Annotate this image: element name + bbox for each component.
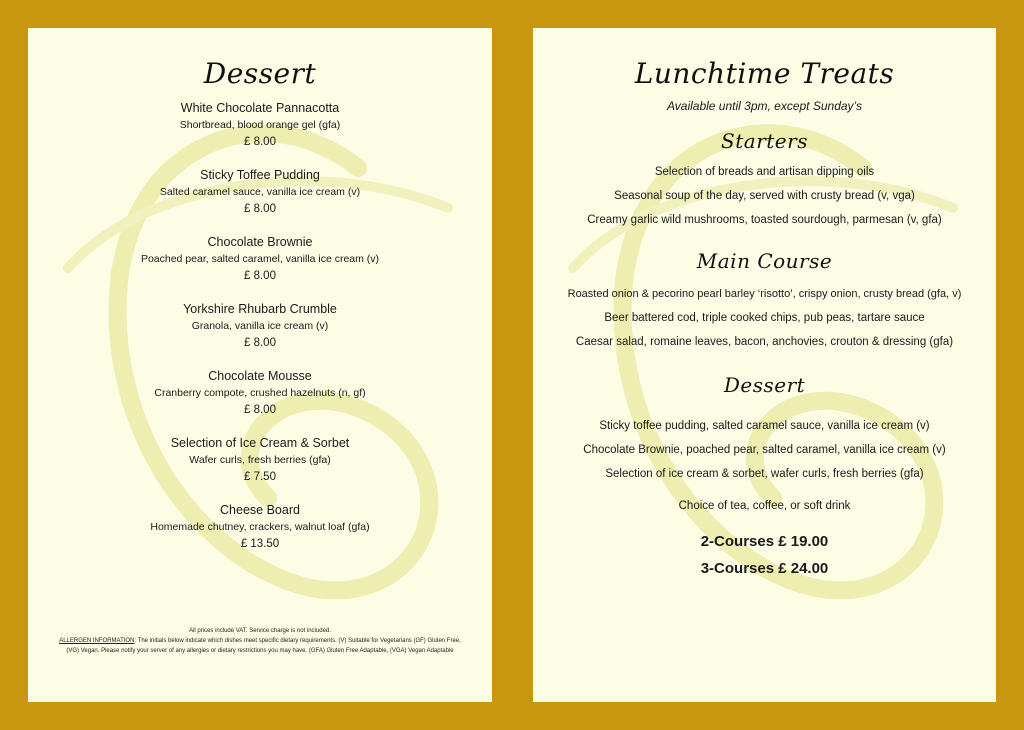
dish-name: White Chocolate Pannacotta <box>180 101 340 115</box>
starter-item: Selection of breads and artisan dipping oils <box>654 166 875 178</box>
dessert-item <box>28 234 492 285</box>
dessert-item <box>28 301 492 352</box>
allergen-text: : The initials below indicate which dishes meet specific dietary requirements. (V) Suitable for Vegetarians (GF) Gluten Free, <box>134 638 461 644</box>
dessert-item <box>28 435 492 486</box>
two-course-price: 2-Courses £ 19.00 <box>700 533 829 550</box>
starters-heading: Starters <box>721 129 808 153</box>
dish-description: Wafer curls, fresh berries (gfa) <box>189 454 331 466</box>
availability-note: Available until 3pm, except Sunday’s <box>666 99 862 113</box>
lunch-dessert-item: Sticky toffee pudding, salted caramel sauce, vanilla ice cream (v) <box>599 420 930 432</box>
dessert-item <box>28 167 492 218</box>
dish-description: Homemade chutney, crackers, walnut loaf (gfa) <box>150 521 370 533</box>
lunch-dessert-item: Chocolate Brownie, poached pear, salted caramel, vanilla ice cream (v) <box>583 444 946 456</box>
allergen-info <box>38 636 482 646</box>
vat-note: All prices include VAT. Service charge is not included. <box>189 628 331 634</box>
starter-item: Creamy garlic wild mushrooms, toasted sourdough, parmesan (v, gfa) <box>587 214 942 226</box>
dish-description: Granola, vanilla ice cream (v) <box>191 320 329 332</box>
dish-name: Yorkshire Rhubarb Crumble <box>183 302 337 316</box>
allergen-footer <box>38 626 482 656</box>
dish-price: £ 8.00 <box>244 203 276 215</box>
dish-description: Salted caramel sauce, vanilla ice cream (v) <box>159 186 361 198</box>
dish-name: Chocolate Brownie <box>207 235 313 249</box>
dish-name: Cheese Board <box>220 503 300 517</box>
dessert-item <box>28 100 492 151</box>
dish-price: £ 8.00 <box>244 270 276 282</box>
dessert-item <box>28 502 492 553</box>
dish-description: Shortbread, blood orange gel (gfa) <box>179 119 341 131</box>
main-course-heading: Main Course <box>696 249 833 273</box>
main-course-item: Beer battered cod, triple cooked chips, pub peas, tartare sauce <box>604 312 925 324</box>
lunch-dessert-heading: Dessert <box>723 373 806 397</box>
dish-name: Sticky Toffee Pudding <box>200 168 320 182</box>
lunch-dessert-item: Selection of ice cream & sorbet, wafer curls, fresh berries (gfa) <box>605 468 924 480</box>
dish-price: £ 13.50 <box>240 538 280 550</box>
dish-description: Poached pear, salted caramel, vanilla ice cream (v) <box>140 253 380 265</box>
dessert-menu-page <box>28 28 492 702</box>
dish-price: £ 8.00 <box>244 404 276 416</box>
main-course-item: Roasted onion & pecorino pearl barley ‘risotto’, crispy onion, crusty bread (gfa, v) <box>567 288 962 300</box>
main-course-item: Caesar salad, romaine leaves, bacon, anchovies, crouton & dressing (gfa) <box>575 336 954 348</box>
lunchtime-treats-title: Lunchtime Treats <box>634 57 895 90</box>
dish-description: Cranberry compote, crushed hazelnuts (n, gf) <box>154 387 366 399</box>
lunch-menu-page <box>533 28 996 702</box>
dessert-title: Dessert <box>203 57 317 90</box>
starter-item: Seasonal soup of the day, served with crusty bread (v, vga) <box>614 190 915 202</box>
dish-price: £ 7.50 <box>244 471 276 483</box>
dish-price: £ 8.00 <box>244 136 276 148</box>
dish-name: Chocolate Mousse <box>208 369 312 383</box>
allergen-label: ALLERGEN INFORMATION <box>59 638 135 644</box>
dish-name: Selection of Ice Cream & Sorbet <box>170 436 350 450</box>
drink-option: Choice of tea, coffee, or soft drink <box>678 500 851 512</box>
three-course-price: 3-Courses £ 24.00 <box>700 560 829 577</box>
dessert-item <box>28 368 492 419</box>
dish-price: £ 8.00 <box>244 337 276 349</box>
allergen-key: (VG) Vegan. Please notify your server of any allergies or dietary restrictions you may have. (GFA) Gluten Free Adaptable, (VGA) Vegan Adaptable <box>66 648 454 654</box>
